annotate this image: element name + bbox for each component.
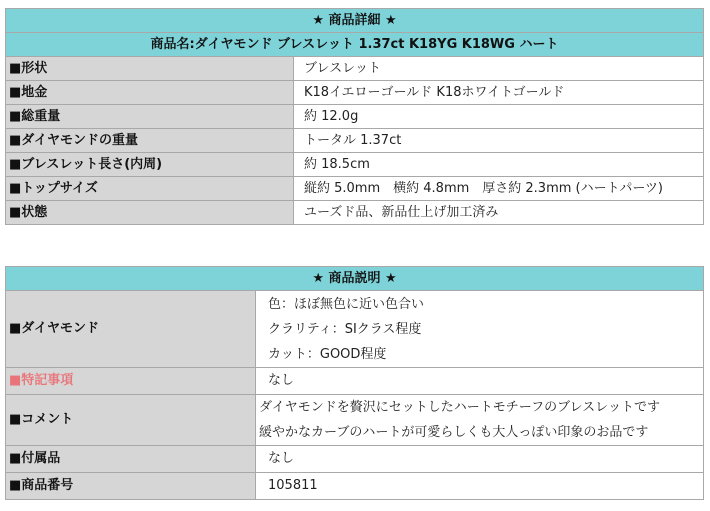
product-details-table xyxy=(5,8,704,225)
product-number-value: 105811 xyxy=(256,473,704,500)
accessories-value: なし xyxy=(256,446,704,473)
table-row xyxy=(6,57,704,81)
bracelet-length-value: 約 18.5cm xyxy=(294,153,704,177)
table-row xyxy=(6,395,704,446)
diamond-cut-line: カット：GOOD程度 xyxy=(268,346,387,362)
special-notes-value: なし xyxy=(256,368,704,395)
comment-label: ■コメント xyxy=(6,395,256,446)
table-row xyxy=(6,153,704,177)
table-row xyxy=(6,129,704,153)
table-row xyxy=(6,291,704,368)
table-row xyxy=(6,446,704,473)
bracelet-length-label: ■ブレスレット長さ(内周) xyxy=(6,153,294,177)
accessories-label: ■付属品 xyxy=(6,446,256,473)
diamond-color-line: 色：ほぼ無色に近い色合い xyxy=(268,296,425,312)
description-header: ★ 商品説明 ★ xyxy=(6,267,704,291)
table-row xyxy=(6,81,704,105)
product-description-table xyxy=(5,266,704,500)
metal-label: ■地金 xyxy=(6,81,294,105)
table-row xyxy=(6,473,704,500)
product-number-label: ■商品番号 xyxy=(6,473,256,500)
shape-label: ■形状 xyxy=(6,57,294,81)
total-weight-label: ■総重量 xyxy=(6,105,294,129)
diamond-weight-label: ■ダイヤモンドの重量 xyxy=(6,129,294,153)
top-size-label: ■トップサイズ xyxy=(6,177,294,201)
diamond-weight-value: トータル 1.37ct xyxy=(294,129,704,153)
top-size-value: 縦約 5.0mm 横約 4.8mm 厚さ約 2.3mm (ハートパーツ) xyxy=(294,177,704,201)
condition-value: ユーズド品、新品仕上げ加工済み xyxy=(294,201,704,225)
details-header: ★ 商品詳細 ★ xyxy=(6,9,704,33)
table-row xyxy=(6,177,704,201)
special-notes-label: ■特記事項 xyxy=(6,368,256,395)
table-row xyxy=(6,201,704,225)
total-weight-value: 約 12.0g xyxy=(294,105,704,129)
shape-value: ブレスレット xyxy=(294,57,704,81)
product-name: 商品名:ダイヤモンド ブレスレット 1.37ct K18YG K18WG ハート xyxy=(6,33,704,57)
comment-value xyxy=(256,395,704,446)
table-row xyxy=(6,368,704,395)
metal-value: K18イエローゴールド K18ホワイトゴールド xyxy=(294,81,704,105)
table-row xyxy=(6,105,704,129)
comment-line-2: 緩やかなカーブのハートが可愛らしくも大人っぽい印象のお品です xyxy=(259,425,649,440)
diamond-value xyxy=(256,291,704,368)
comment-line-1: ダイヤモンドを贅沢にセットしたハートモチーフのブレスレットです xyxy=(259,400,661,415)
condition-label: ■状態 xyxy=(6,201,294,225)
diamond-label: ■ダイヤモンド xyxy=(6,291,256,368)
diamond-clarity-line: クラリティ：SIクラス程度 xyxy=(268,321,422,337)
